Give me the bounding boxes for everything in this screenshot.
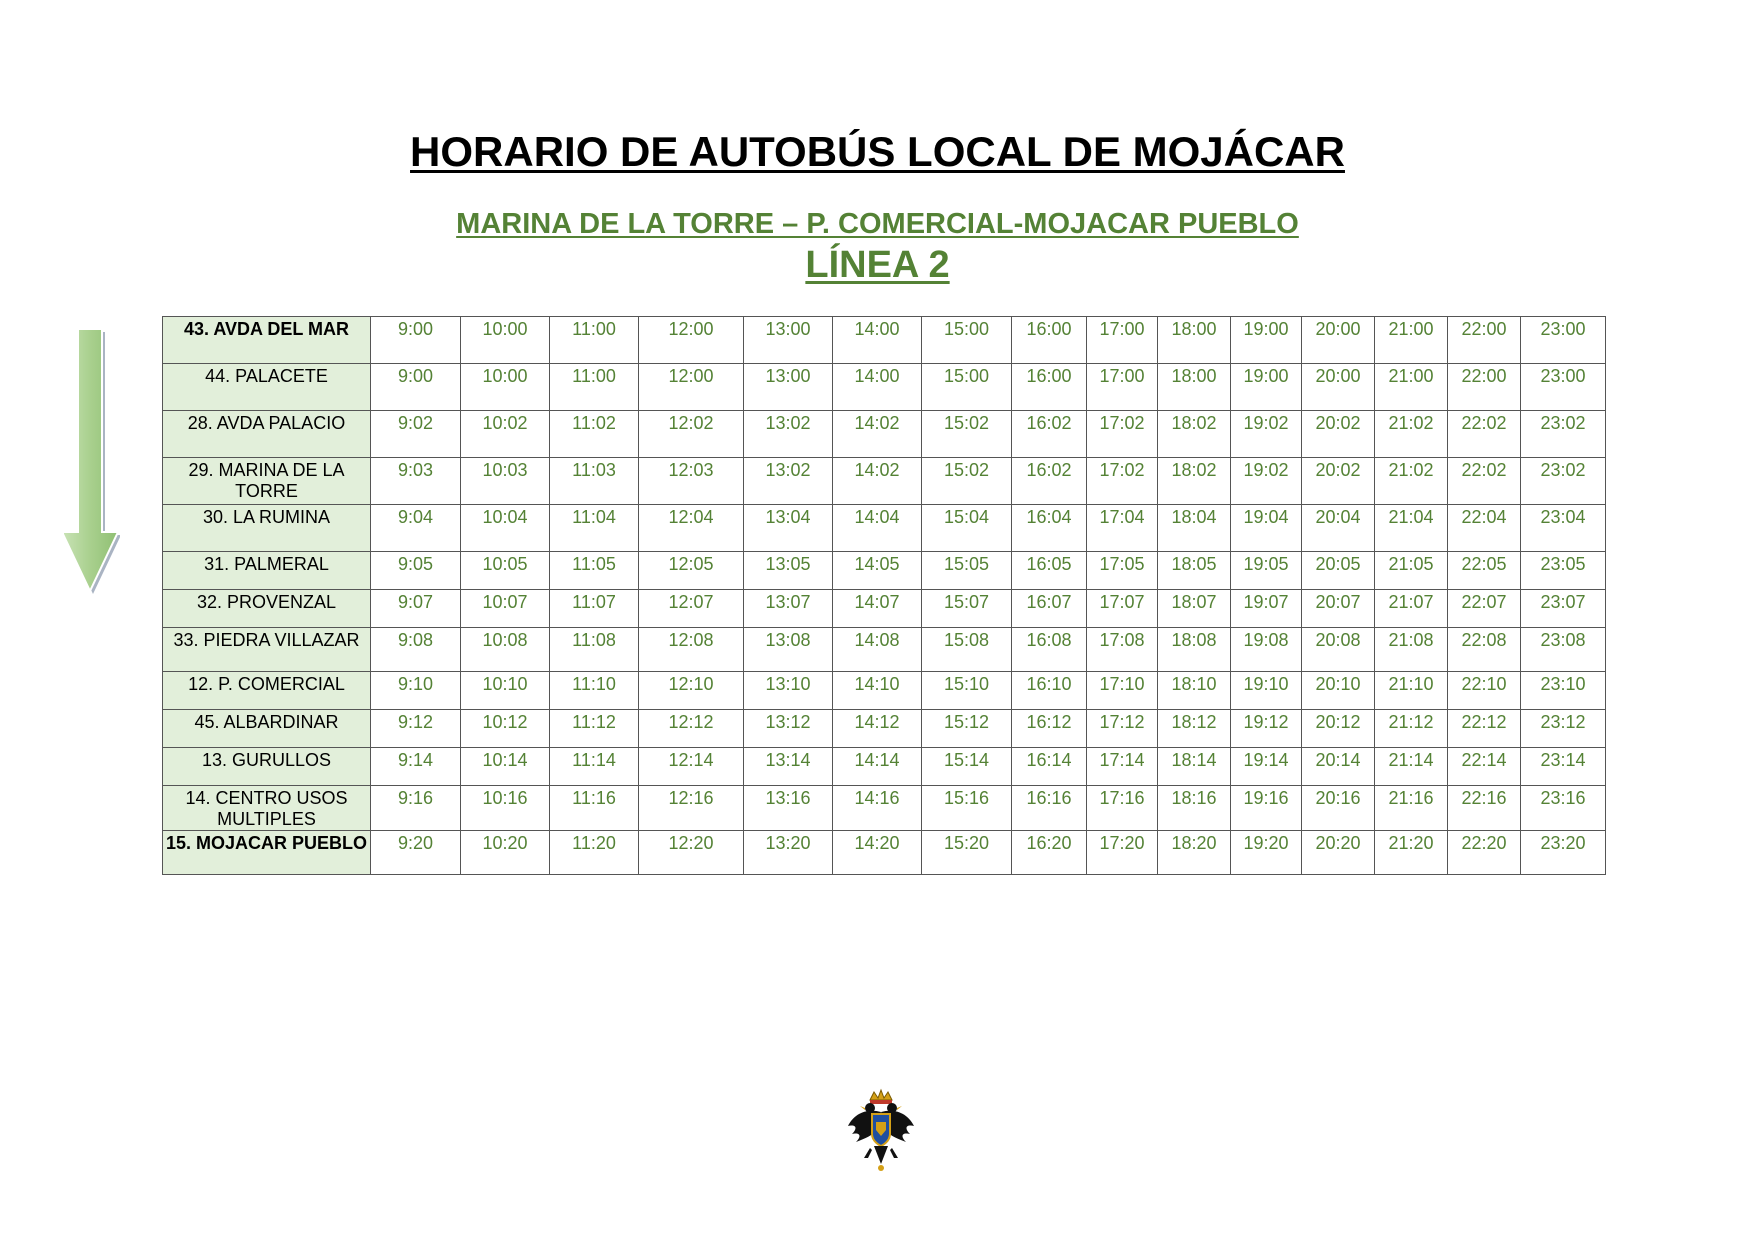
time-cell: 20:10	[1302, 672, 1375, 710]
time-cell: 23:04	[1521, 505, 1606, 552]
route-subtitle: MARINA DE LA TORRE – P. COMERCIAL-MOJACAR PUEBLO	[456, 208, 1299, 240]
stop-name-cell: 29. MARINA DE LA TORRE	[163, 458, 371, 505]
line-number: LÍNEA 2	[805, 244, 950, 286]
time-cell: 10:00	[461, 317, 550, 364]
time-cell: 12:14	[639, 748, 744, 786]
time-cell: 16:08	[1012, 628, 1087, 672]
time-cell: 14:02	[833, 458, 922, 505]
time-cell: 16:10	[1012, 672, 1087, 710]
stop-name-cell: 45. ALBARDINAR	[163, 710, 371, 748]
time-cell: 13:07	[744, 590, 833, 628]
time-cell: 19:08	[1231, 628, 1302, 672]
time-cell: 18:02	[1158, 458, 1231, 505]
time-cell: 11:08	[550, 628, 639, 672]
time-cell: 14:20	[833, 831, 922, 875]
time-cell: 16:00	[1012, 364, 1087, 411]
time-cell: 10:07	[461, 590, 550, 628]
stop-name-cell: 28. AVDA PALACIO	[163, 411, 371, 458]
time-cell: 18:20	[1158, 831, 1231, 875]
time-cell: 9:02	[371, 411, 461, 458]
time-cell: 17:05	[1087, 552, 1158, 590]
time-cell: 16:02	[1012, 458, 1087, 505]
time-cell: 22:10	[1448, 672, 1521, 710]
table-row	[163, 505, 1606, 552]
time-cell: 13:02	[744, 411, 833, 458]
time-cell: 23:08	[1521, 628, 1606, 672]
time-cell: 14:16	[833, 786, 922, 831]
time-cell: 20:02	[1302, 458, 1375, 505]
time-cell: 11:00	[550, 317, 639, 364]
time-cell: 21:02	[1375, 458, 1448, 505]
time-cell: 16:04	[1012, 505, 1087, 552]
time-cell: 17:20	[1087, 831, 1158, 875]
time-cell: 20:00	[1302, 317, 1375, 364]
bus-schedule-table	[162, 316, 1606, 875]
time-cell: 19:10	[1231, 672, 1302, 710]
time-cell: 17:02	[1087, 411, 1158, 458]
table-row	[163, 590, 1606, 628]
time-cell: 16:14	[1012, 748, 1087, 786]
time-cell: 10:03	[461, 458, 550, 505]
time-cell: 15:05	[922, 552, 1012, 590]
time-cell: 13:05	[744, 552, 833, 590]
time-cell: 15:14	[922, 748, 1012, 786]
time-cell: 17:08	[1087, 628, 1158, 672]
time-cell: 11:10	[550, 672, 639, 710]
stop-name-cell: 15. MOJACAR PUEBLO	[163, 831, 371, 875]
time-cell: 14:07	[833, 590, 922, 628]
time-cell: 23:00	[1521, 317, 1606, 364]
time-cell: 11:12	[550, 710, 639, 748]
time-cell: 10:08	[461, 628, 550, 672]
time-cell: 14:02	[833, 411, 922, 458]
table-row	[163, 748, 1606, 786]
time-cell: 15:00	[922, 317, 1012, 364]
time-cell: 16:02	[1012, 411, 1087, 458]
time-cell: 22:08	[1448, 628, 1521, 672]
time-cell: 11:14	[550, 748, 639, 786]
time-cell: 15:02	[922, 458, 1012, 505]
table-row	[163, 364, 1606, 411]
time-cell: 19:07	[1231, 590, 1302, 628]
stop-name-cell: 12. P. COMERCIAL	[163, 672, 371, 710]
time-cell: 17:00	[1087, 317, 1158, 364]
time-cell: 9:00	[371, 364, 461, 411]
time-cell: 18:07	[1158, 590, 1231, 628]
time-cell: 23:12	[1521, 710, 1606, 748]
time-cell: 11:02	[550, 411, 639, 458]
time-cell: 17:00	[1087, 364, 1158, 411]
time-cell: 9:10	[371, 672, 461, 710]
time-cell: 20:00	[1302, 364, 1375, 411]
time-cell: 12:04	[639, 505, 744, 552]
time-cell: 14:08	[833, 628, 922, 672]
table-row	[163, 458, 1606, 505]
time-cell: 20:02	[1302, 411, 1375, 458]
time-cell: 14:05	[833, 552, 922, 590]
time-cell: 18:05	[1158, 552, 1231, 590]
time-cell: 22:04	[1448, 505, 1521, 552]
time-cell: 13:12	[744, 710, 833, 748]
time-cell: 9:08	[371, 628, 461, 672]
time-cell: 13:10	[744, 672, 833, 710]
page-title: HORARIO DE AUTOBÚS LOCAL DE MOJÁCAR	[410, 128, 1345, 175]
time-cell: 23:07	[1521, 590, 1606, 628]
time-cell: 21:02	[1375, 411, 1448, 458]
time-cell: 14:04	[833, 505, 922, 552]
time-cell: 18:02	[1158, 411, 1231, 458]
time-cell: 23:10	[1521, 672, 1606, 710]
time-cell: 18:12	[1158, 710, 1231, 748]
time-cell: 23:02	[1521, 411, 1606, 458]
time-cell: 14:00	[833, 317, 922, 364]
time-cell: 10:12	[461, 710, 550, 748]
time-cell: 9:03	[371, 458, 461, 505]
time-cell: 10:04	[461, 505, 550, 552]
time-cell: 19:16	[1231, 786, 1302, 831]
time-cell: 22:07	[1448, 590, 1521, 628]
time-cell: 15:08	[922, 628, 1012, 672]
time-cell: 21:10	[1375, 672, 1448, 710]
time-cell: 22:14	[1448, 748, 1521, 786]
time-cell: 15:04	[922, 505, 1012, 552]
time-cell: 15:12	[922, 710, 1012, 748]
time-cell: 15:02	[922, 411, 1012, 458]
time-cell: 23:00	[1521, 364, 1606, 411]
time-cell: 22:20	[1448, 831, 1521, 875]
time-cell: 10:14	[461, 748, 550, 786]
time-cell: 19:12	[1231, 710, 1302, 748]
table-row	[163, 628, 1606, 672]
time-cell: 17:04	[1087, 505, 1158, 552]
time-cell: 13:02	[744, 458, 833, 505]
time-cell: 20:04	[1302, 505, 1375, 552]
time-cell: 18:14	[1158, 748, 1231, 786]
time-cell: 21:20	[1375, 831, 1448, 875]
time-cell: 15:20	[922, 831, 1012, 875]
table-row	[163, 786, 1606, 831]
time-cell: 12:00	[639, 317, 744, 364]
time-cell: 20:07	[1302, 590, 1375, 628]
time-cell: 15:10	[922, 672, 1012, 710]
time-cell: 16:07	[1012, 590, 1087, 628]
time-cell: 21:16	[1375, 786, 1448, 831]
time-cell: 20:14	[1302, 748, 1375, 786]
time-cell: 18:16	[1158, 786, 1231, 831]
time-cell: 17:02	[1087, 458, 1158, 505]
time-cell: 16:05	[1012, 552, 1087, 590]
time-cell: 22:12	[1448, 710, 1521, 748]
time-cell: 19:00	[1231, 364, 1302, 411]
time-cell: 19:14	[1231, 748, 1302, 786]
time-cell: 17:12	[1087, 710, 1158, 748]
time-cell: 13:08	[744, 628, 833, 672]
time-cell: 12:10	[639, 672, 744, 710]
time-cell: 14:00	[833, 364, 922, 411]
time-cell: 23:14	[1521, 748, 1606, 786]
time-cell: 17:14	[1087, 748, 1158, 786]
coat-of-arms-icon	[846, 1086, 916, 1172]
time-cell: 12:00	[639, 364, 744, 411]
time-cell: 13:20	[744, 831, 833, 875]
time-cell: 12:12	[639, 710, 744, 748]
time-cell: 21:05	[1375, 552, 1448, 590]
time-cell: 16:16	[1012, 786, 1087, 831]
time-cell: 13:00	[744, 364, 833, 411]
time-cell: 23:05	[1521, 552, 1606, 590]
time-cell: 22:05	[1448, 552, 1521, 590]
time-cell: 9:12	[371, 710, 461, 748]
time-cell: 12:16	[639, 786, 744, 831]
time-cell: 13:14	[744, 748, 833, 786]
time-cell: 19:04	[1231, 505, 1302, 552]
time-cell: 22:02	[1448, 458, 1521, 505]
table-row	[163, 411, 1606, 458]
time-cell: 9:14	[371, 748, 461, 786]
time-cell: 15:07	[922, 590, 1012, 628]
time-cell: 21:00	[1375, 317, 1448, 364]
time-cell: 11:07	[550, 590, 639, 628]
time-cell: 16:00	[1012, 317, 1087, 364]
time-cell: 15:16	[922, 786, 1012, 831]
time-cell: 23:16	[1521, 786, 1606, 831]
time-cell: 11:00	[550, 364, 639, 411]
time-cell: 12:20	[639, 831, 744, 875]
time-cell: 22:00	[1448, 317, 1521, 364]
time-cell: 14:10	[833, 672, 922, 710]
stop-name-cell: 13. GURULLOS	[163, 748, 371, 786]
time-cell: 19:20	[1231, 831, 1302, 875]
time-cell: 10:20	[461, 831, 550, 875]
time-cell: 22:02	[1448, 411, 1521, 458]
time-cell: 19:05	[1231, 552, 1302, 590]
stop-name-cell: 30. LA RUMINA	[163, 505, 371, 552]
time-cell: 18:04	[1158, 505, 1231, 552]
time-cell: 20:20	[1302, 831, 1375, 875]
table-row	[163, 552, 1606, 590]
time-cell: 12:07	[639, 590, 744, 628]
schedule-body	[163, 317, 1606, 875]
time-cell: 13:04	[744, 505, 833, 552]
time-cell: 18:00	[1158, 317, 1231, 364]
time-cell: 10:00	[461, 364, 550, 411]
time-cell: 19:00	[1231, 317, 1302, 364]
time-cell: 22:16	[1448, 786, 1521, 831]
time-cell: 20:12	[1302, 710, 1375, 748]
table-row	[163, 710, 1606, 748]
time-cell: 16:20	[1012, 831, 1087, 875]
time-cell: 22:00	[1448, 364, 1521, 411]
time-cell: 11:16	[550, 786, 639, 831]
time-cell: 12:03	[639, 458, 744, 505]
time-cell: 12:05	[639, 552, 744, 590]
time-cell: 10:05	[461, 552, 550, 590]
time-cell: 21:14	[1375, 748, 1448, 786]
time-cell: 14:12	[833, 710, 922, 748]
time-cell: 19:02	[1231, 411, 1302, 458]
time-cell: 20:16	[1302, 786, 1375, 831]
table-row	[163, 317, 1606, 364]
time-cell: 18:00	[1158, 364, 1231, 411]
time-cell: 23:02	[1521, 458, 1606, 505]
time-cell: 23:20	[1521, 831, 1606, 875]
table-row	[163, 672, 1606, 710]
time-cell: 21:12	[1375, 710, 1448, 748]
time-cell: 9:04	[371, 505, 461, 552]
time-cell: 20:08	[1302, 628, 1375, 672]
time-cell: 14:14	[833, 748, 922, 786]
time-cell: 12:08	[639, 628, 744, 672]
time-cell: 11:03	[550, 458, 639, 505]
time-cell: 19:02	[1231, 458, 1302, 505]
time-cell: 12:02	[639, 411, 744, 458]
time-cell: 17:07	[1087, 590, 1158, 628]
stop-name-cell: 33. PIEDRA VILLAZAR	[163, 628, 371, 672]
time-cell: 15:00	[922, 364, 1012, 411]
time-cell: 16:12	[1012, 710, 1087, 748]
time-cell: 17:16	[1087, 786, 1158, 831]
time-cell: 11:04	[550, 505, 639, 552]
stop-name-cell: 44. PALACETE	[163, 364, 371, 411]
stop-name-cell: 14. CENTRO USOS MULTIPLES	[163, 786, 371, 831]
time-cell: 20:05	[1302, 552, 1375, 590]
time-cell: 9:20	[371, 831, 461, 875]
time-cell: 21:00	[1375, 364, 1448, 411]
time-cell: 9:07	[371, 590, 461, 628]
time-cell: 11:05	[550, 552, 639, 590]
time-cell: 10:02	[461, 411, 550, 458]
stop-name-cell: 32. PROVENZAL	[163, 590, 371, 628]
down-arrow-icon	[64, 327, 120, 595]
time-cell: 13:16	[744, 786, 833, 831]
time-cell: 21:07	[1375, 590, 1448, 628]
stop-name-cell: 31. PALMERAL	[163, 552, 371, 590]
time-cell: 13:00	[744, 317, 833, 364]
time-cell: 11:20	[550, 831, 639, 875]
time-cell: 9:16	[371, 786, 461, 831]
time-cell: 18:08	[1158, 628, 1231, 672]
time-cell: 21:04	[1375, 505, 1448, 552]
time-cell: 9:05	[371, 552, 461, 590]
time-cell: 17:10	[1087, 672, 1158, 710]
table-row	[163, 831, 1606, 875]
time-cell: 21:08	[1375, 628, 1448, 672]
time-cell: 10:10	[461, 672, 550, 710]
time-cell: 9:00	[371, 317, 461, 364]
stop-name-cell: 43. AVDA DEL MAR	[163, 317, 371, 364]
time-cell: 18:10	[1158, 672, 1231, 710]
time-cell: 10:16	[461, 786, 550, 831]
